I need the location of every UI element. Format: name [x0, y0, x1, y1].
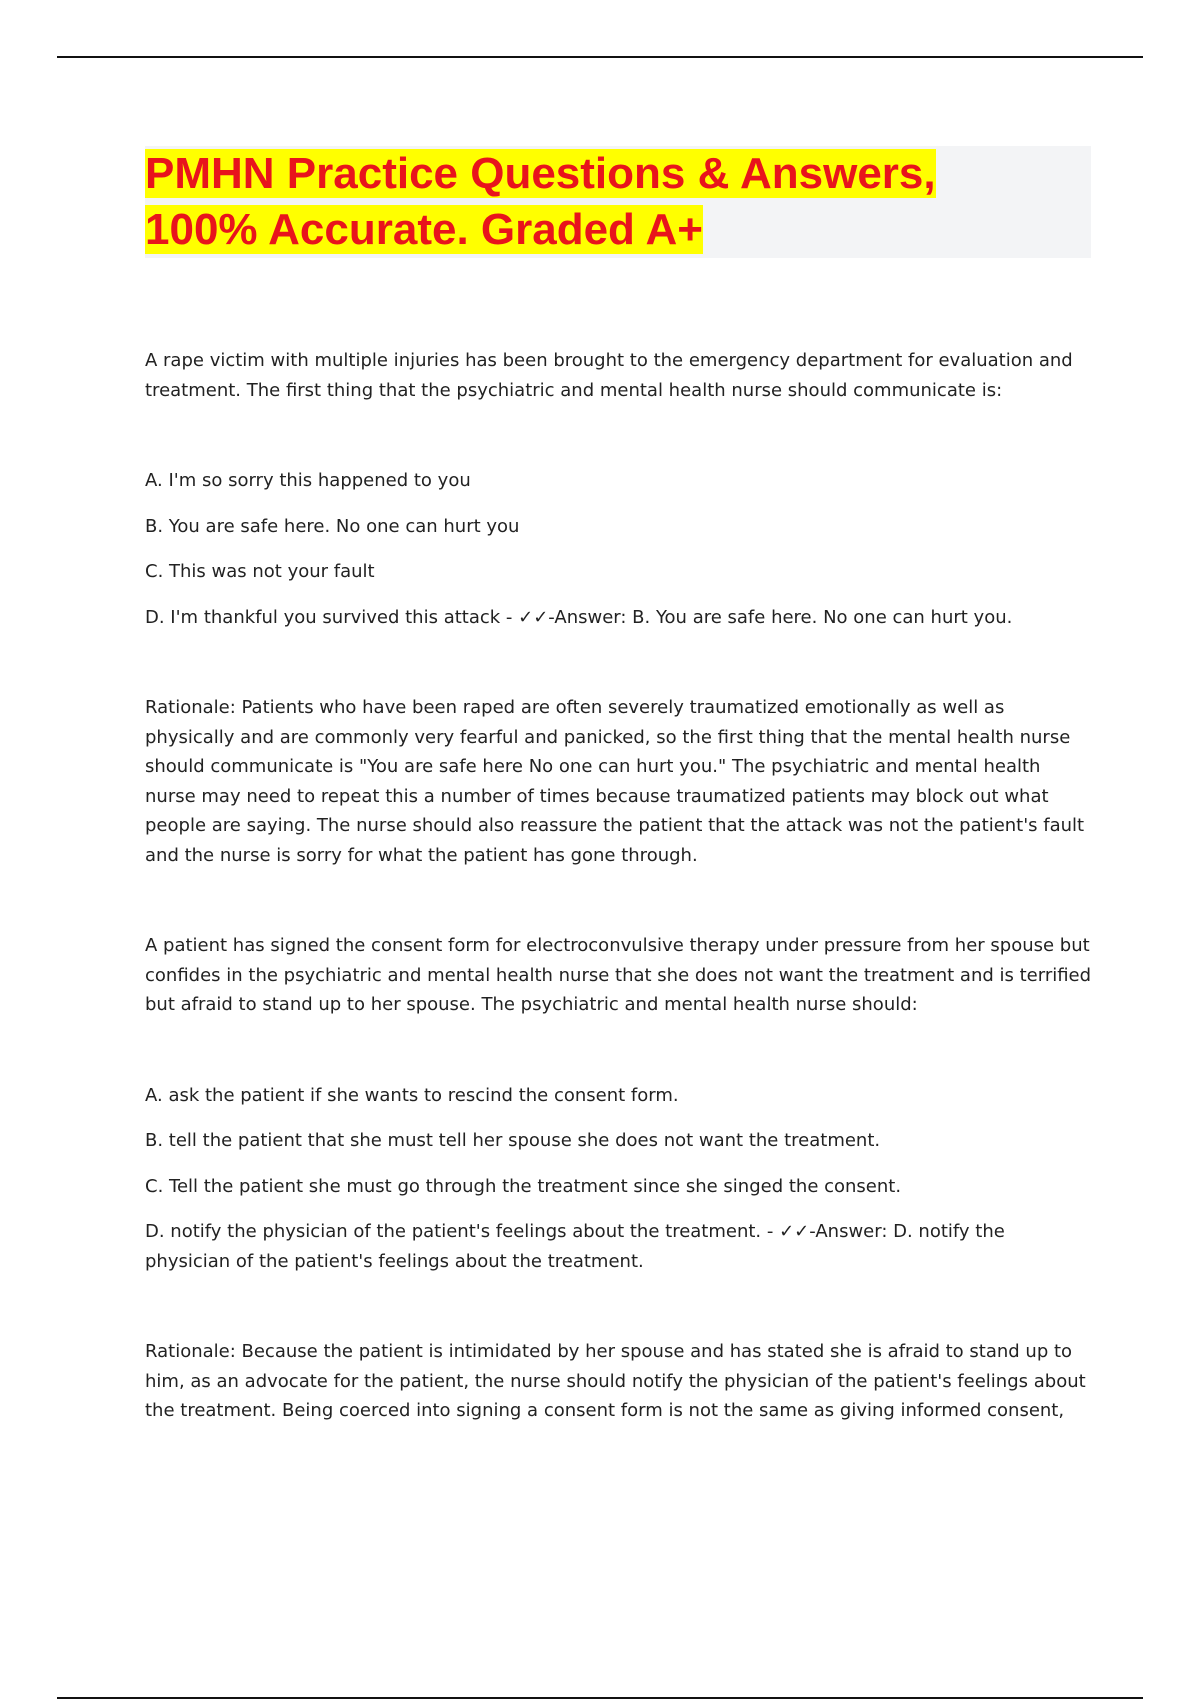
header-rule: [57, 56, 1143, 58]
footer-rule: [57, 1697, 1143, 1699]
answer-option: A. I'm so sorry this happened to you: [145, 470, 471, 491]
answer-option: B. tell the patient that she must tell her spouse she does not want the treatment.: [145, 1130, 881, 1151]
rationale: Rationale: Because the patient is intimidated by her spouse and has stated she is afraid to stand up to him, as an advocate for the patient, the nurse should notify the physician of the patient's feelings about the treatment. Being coerced into signing a consent form is not the same as giving informed consent,: [145, 1341, 1086, 1421]
answer-option: A. ask the patient if she wants to rescind the consent form.: [145, 1084, 679, 1106]
question-block: [145, 346, 1095, 870]
document-body: [145, 346, 1095, 1487]
answer-option: B. You are safe here. No one can hurt you: [145, 515, 520, 537]
answer-option-with-answer: D. notify the physician of the patient's feelings about the treatment. - ✓✓-Answer: D. notify the physician of the patient's feelings about the treatment.: [145, 1221, 1005, 1272]
question-block: [145, 931, 1095, 1426]
document-title: [145, 146, 1045, 258]
title-highlight: PMHN Practice Questions & Answers, 100% Accurate. Graded A+: [145, 149, 936, 254]
question-stem: A patient has signed the consent form for electroconvulsive therapy under pressure from her spouse but confides in the psychiatric and mental health nurse that she does not want the treatment and is terrified but afraid to stand up to her spouse. The psychiatric and mental health nurse should:: [145, 935, 1092, 1015]
answer-option-with-answer: D. I'm thankful you survived this attack - ✓✓-Answer: B. You are safe here. No one can hurt you.: [145, 606, 1013, 628]
question-stem: A rape victim with multiple injuries has been brought to the emergency department for evaluation and treatment. The first thing that the psychiatric and mental health nurse should communicate is:: [145, 350, 1073, 401]
answer-option: C. This was not your fault: [145, 561, 375, 582]
answer-option: C. Tell the patient she must go through the treatment since she singed the consent.: [145, 1175, 902, 1197]
rationale: Rationale: Patients who have been raped are often severely traumatized emotionally as well as physically and are commonly very fearful and panicked, so the first thing that the mental health nurse should communicate is "You are safe here No one can hurt you." The psychiatric and mental health nurse may need to repeat this a number of times because traumatized patients may block out what people are saying. The nurse should also reassure the patient that the attack was not the patient's fault and the nurse is sorry for what the patient has gone through.: [145, 697, 1085, 866]
